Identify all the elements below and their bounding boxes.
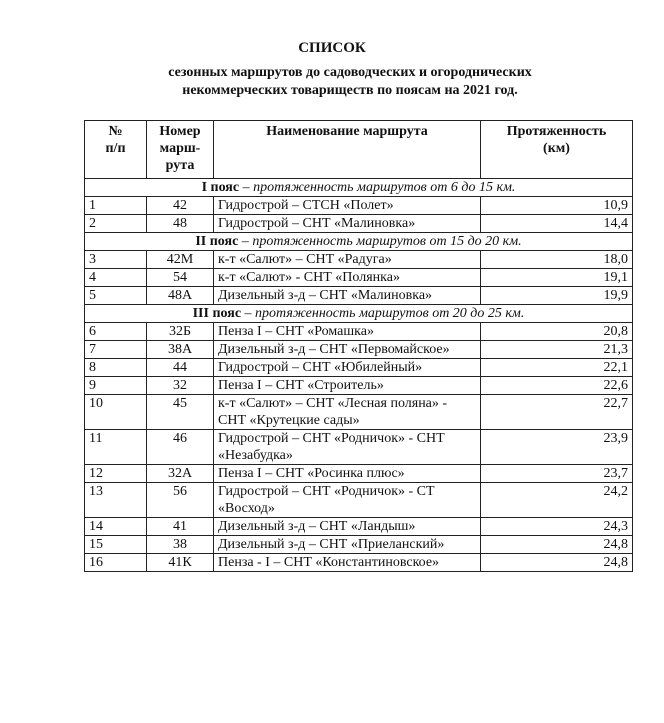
row-number: 4 [85, 269, 147, 287]
header-name: Наименование маршрута [214, 121, 481, 179]
document-subtitle [60, 64, 640, 100]
route-name: Дизельный з-д – СНТ «Приеланский» [214, 536, 481, 554]
header-length [481, 121, 633, 179]
route-length: 24,2 [481, 483, 633, 518]
route-name: Гидрострой – СТСН «Полет» [214, 197, 481, 215]
route-length: 24,3 [481, 518, 633, 536]
table-row [85, 518, 633, 536]
header-num-line1: № [108, 124, 123, 139]
header-num-line2: п/п [105, 141, 126, 156]
route-name: Дизельный з-д – СНТ «Малиновка» [214, 287, 481, 305]
row-number: 16 [85, 554, 147, 572]
zone-label: III пояс [192, 306, 242, 321]
zone-cell [85, 305, 633, 323]
table-row [85, 554, 633, 572]
route-length: 23,9 [481, 430, 633, 465]
route-length: 14,4 [481, 215, 633, 233]
route-number: 42М [147, 251, 214, 269]
row-number: 6 [85, 323, 147, 341]
route-length: 24,8 [481, 554, 633, 572]
zone-description: – протяженность маршрутов от 15 до 20 км. [241, 234, 522, 249]
route-name: Дизельный з-д – СНТ «Ландыш» [214, 518, 481, 536]
zone-description: – протяженность маршрутов от 6 до 15 км. [242, 180, 516, 195]
header-num [85, 121, 147, 179]
route-length: 22,6 [481, 377, 633, 395]
table-row [85, 536, 633, 554]
table-row [85, 483, 633, 518]
zone-cell [85, 233, 633, 251]
route-name: к-т «Салют» – СНТ «Лесная поляна» - СНТ «Крутецкие сады» [214, 395, 481, 430]
zone-cell [85, 179, 633, 197]
route-name: Дизельный з-д – СНТ «Первомайское» [214, 341, 481, 359]
routes-body [85, 179, 633, 572]
route-name: Пенза - I – СНТ «Константиновское» [214, 554, 481, 572]
zone-row [85, 233, 633, 251]
row-number: 5 [85, 287, 147, 305]
header-route-line1: Номер [159, 124, 201, 139]
route-length: 22,1 [481, 359, 633, 377]
zone-description: – протяженность маршрутов от 20 до 25 км. [244, 306, 525, 321]
row-number: 12 [85, 465, 147, 483]
route-number: 32А [147, 465, 214, 483]
routes-table [84, 120, 633, 572]
header-route-line2: марш- [159, 141, 201, 156]
row-number: 11 [85, 430, 147, 465]
route-name: Пенза I – СНТ «Росинка плюс» [214, 465, 481, 483]
route-number: 42 [147, 197, 214, 215]
header-route-line3: рута [165, 158, 195, 173]
row-number: 1 [85, 197, 147, 215]
route-number: 41 [147, 518, 214, 536]
zone-label: II пояс [195, 234, 239, 249]
route-length: 24,8 [481, 536, 633, 554]
table-row [85, 287, 633, 305]
route-name: Гидрострой – СНТ «Юбилейный» [214, 359, 481, 377]
header-length-line1: Протяженность [506, 124, 607, 139]
subtitle-line-2: некоммерческих товариществ по поясам на 2021 год. [182, 83, 518, 98]
route-number: 32Б [147, 323, 214, 341]
route-name: Гидрострой – СНТ «Малиновка» [214, 215, 481, 233]
table-row [85, 430, 633, 465]
route-number: 32 [147, 377, 214, 395]
row-number: 8 [85, 359, 147, 377]
route-number: 44 [147, 359, 214, 377]
table-row [85, 323, 633, 341]
route-length: 19,9 [481, 287, 633, 305]
route-number: 54 [147, 269, 214, 287]
table-row [85, 215, 633, 233]
route-number: 38А [147, 341, 214, 359]
row-number: 7 [85, 341, 147, 359]
route-name: Гидрострой – СНТ «Родничок» - СТ «Восход» [214, 483, 481, 518]
zone-row [85, 179, 633, 197]
table-row [85, 197, 633, 215]
table-row [85, 341, 633, 359]
zone-label: I пояс [201, 180, 240, 195]
route-name: Пенза I – СНТ «Строитель» [214, 377, 481, 395]
row-number: 13 [85, 483, 147, 518]
route-name: Гидрострой – СНТ «Родничок» - СНТ «Незабудка» [214, 430, 481, 465]
row-number: 2 [85, 215, 147, 233]
route-name: к-т «Салют» - СНТ «Полянка» [214, 269, 481, 287]
table-row [85, 395, 633, 430]
header-route [147, 121, 214, 179]
subtitle-line-1: сезонных маршрутов до садоводческих и огороднических [168, 65, 532, 80]
row-number: 15 [85, 536, 147, 554]
route-length: 10,9 [481, 197, 633, 215]
route-number: 45 [147, 395, 214, 430]
header-length-line2: (км) [543, 141, 570, 156]
route-length: 18,0 [481, 251, 633, 269]
route-length: 21,3 [481, 341, 633, 359]
route-name: Пенза I – СНТ «Ромашка» [214, 323, 481, 341]
document-title: СПИСОК [298, 40, 366, 56]
route-number: 38 [147, 536, 214, 554]
row-number: 14 [85, 518, 147, 536]
route-number: 48 [147, 215, 214, 233]
route-name: к-т «Салют» – СНТ «Радуга» [214, 251, 481, 269]
table-row [85, 251, 633, 269]
table-row [85, 465, 633, 483]
route-length: 22,7 [481, 395, 633, 430]
zone-row [85, 305, 633, 323]
route-number: 46 [147, 430, 214, 465]
route-length: 23,7 [481, 465, 633, 483]
table-header-row [85, 121, 633, 179]
table-row [85, 377, 633, 395]
route-number: 41К [147, 554, 214, 572]
route-length: 19,1 [481, 269, 633, 287]
table-row [85, 359, 633, 377]
route-number: 56 [147, 483, 214, 518]
route-number: 48А [147, 287, 214, 305]
route-length: 20,8 [481, 323, 633, 341]
row-number: 10 [85, 395, 147, 430]
row-number: 3 [85, 251, 147, 269]
table-row [85, 269, 633, 287]
row-number: 9 [85, 377, 147, 395]
